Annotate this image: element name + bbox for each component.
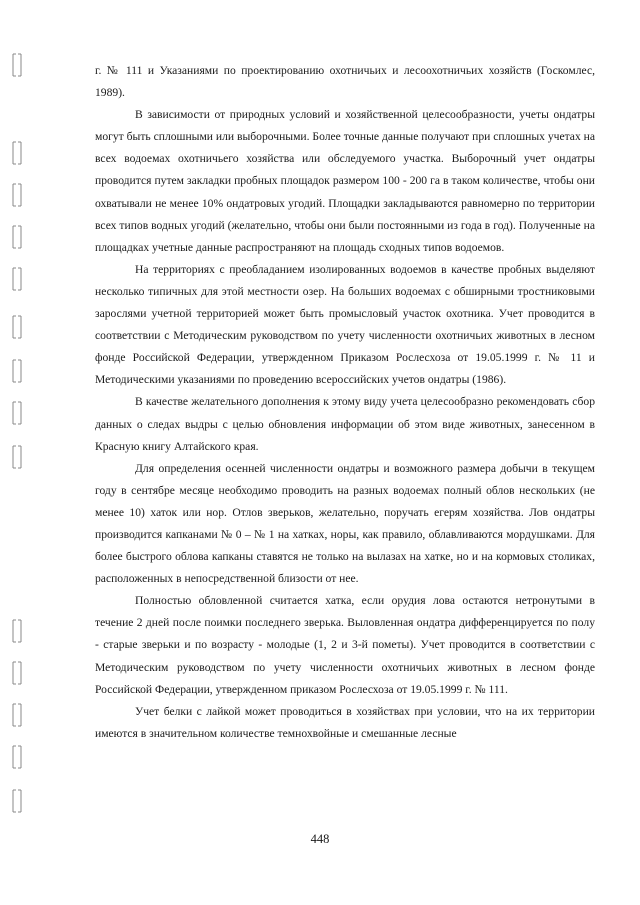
binding-hole-mark bbox=[9, 314, 25, 340]
paragraph: г. № 111 и Указаниями по проектированию охотничьих и лесоохотничьих хозяйств (Госкомлес, 1989). bbox=[95, 64, 595, 100]
binding-hole-mark bbox=[9, 660, 25, 686]
binding-hole-mark bbox=[9, 400, 25, 426]
binding-hole-mark bbox=[9, 618, 25, 644]
binding-hole-mark bbox=[9, 140, 25, 166]
page-number: 448 bbox=[310, 832, 330, 846]
paragraph: В качестве желательного дополнения к этому виду учета целесообразно рекомендовать сбор данных о следах выдры с целью обновления информации об этом виде животных, занесенном в Красную книгу Алтайского края. bbox=[95, 395, 595, 453]
binding-hole-mark bbox=[9, 358, 25, 384]
paragraph: Учет белки с лайкой может проводиться в хозяйствах при условии, что на их территории имеются в значительном количестве темнохвойные и смешанные лесные bbox=[95, 704, 595, 740]
paragraph: Полностью обловленной считается хатка, если орудия лова остаются нетронутыми в течение 2 дней после поимки последнего зверька. Выловленная ондатра дифференцируется по полу - старые зверьки и по возрасту - молодые (1, 2 и 3-й пометы). Учет проводится в соответствии с Методическим руководством по учету численности охотничьих животных в лесном фонде Российской Федерации, утвержденном приказом Рослесхоза от 19.05.1999 г. № 111. bbox=[95, 594, 595, 696]
binding-hole-mark bbox=[9, 702, 25, 728]
binding-hole-mark bbox=[9, 182, 25, 208]
body-text bbox=[95, 60, 595, 745]
binding-hole-mark bbox=[9, 224, 25, 250]
binding-hole-mark bbox=[9, 744, 25, 770]
binding-hole-mark bbox=[9, 444, 25, 470]
paragraph: На территориях с преобладанием изолированных водоемов в качестве пробных выделяют несколько типичных для этой местности озер. На больших водоемах с обширными тростниковыми зарослями учетной территорией может быть промысловый участок охотника. Учет проводится в соответствии с Методическим руководством по учету численности охотничьих животных в лесном фонде Российской Федерации, утвержденном Приказом Рослесхоза от 19.05.1999 г. № 11 и Методическими указаниями по проведению всероссийских учетов ондатры (1986). bbox=[95, 262, 595, 387]
paragraph: В зависимости от природных условий и хозяйственной целесообразности, учеты ондатры могут быть сплошными или выборочными. Более точные данные получают при сплошных учетах на всех водоемах охотничьего хозяйства или обследуемого участка. Выборочный учет ондатры проводится путем закладки пробных площадок размером 100 - 200 га в таком количестве, чтобы они охватывали не менее 10% ондатровых угодий. Площадки закладываются равномерно по территории всех типов водных угодий (желательно, чтобы они были постоянными из года в год). Полученные на площадках учетные данные распространяют на площадь сходных типов водоемов. bbox=[95, 108, 595, 254]
binding-hole-mark bbox=[9, 52, 25, 78]
binding-hole-mark bbox=[9, 266, 25, 292]
paragraph: Для определения осенней численности ондатры и возможного размера добычи в текущем году в сентябре месяце необходимо проводить на разных водоемах полный облов нескольких (не менее 10) хаток или нор. Отлов зверьков, желательно, поручать егерям хозяйства. Лов ондатры производится капканами № 0 – № 1 на хатках, норы, как правило, облавливаются мордушками. Для более быстрого облова капканы ставятся не только на вылазах на хатке, но и на кормовых столиках, расположенных в непосредственной близости от нее. bbox=[95, 461, 595, 586]
binding-hole-mark bbox=[9, 788, 25, 814]
